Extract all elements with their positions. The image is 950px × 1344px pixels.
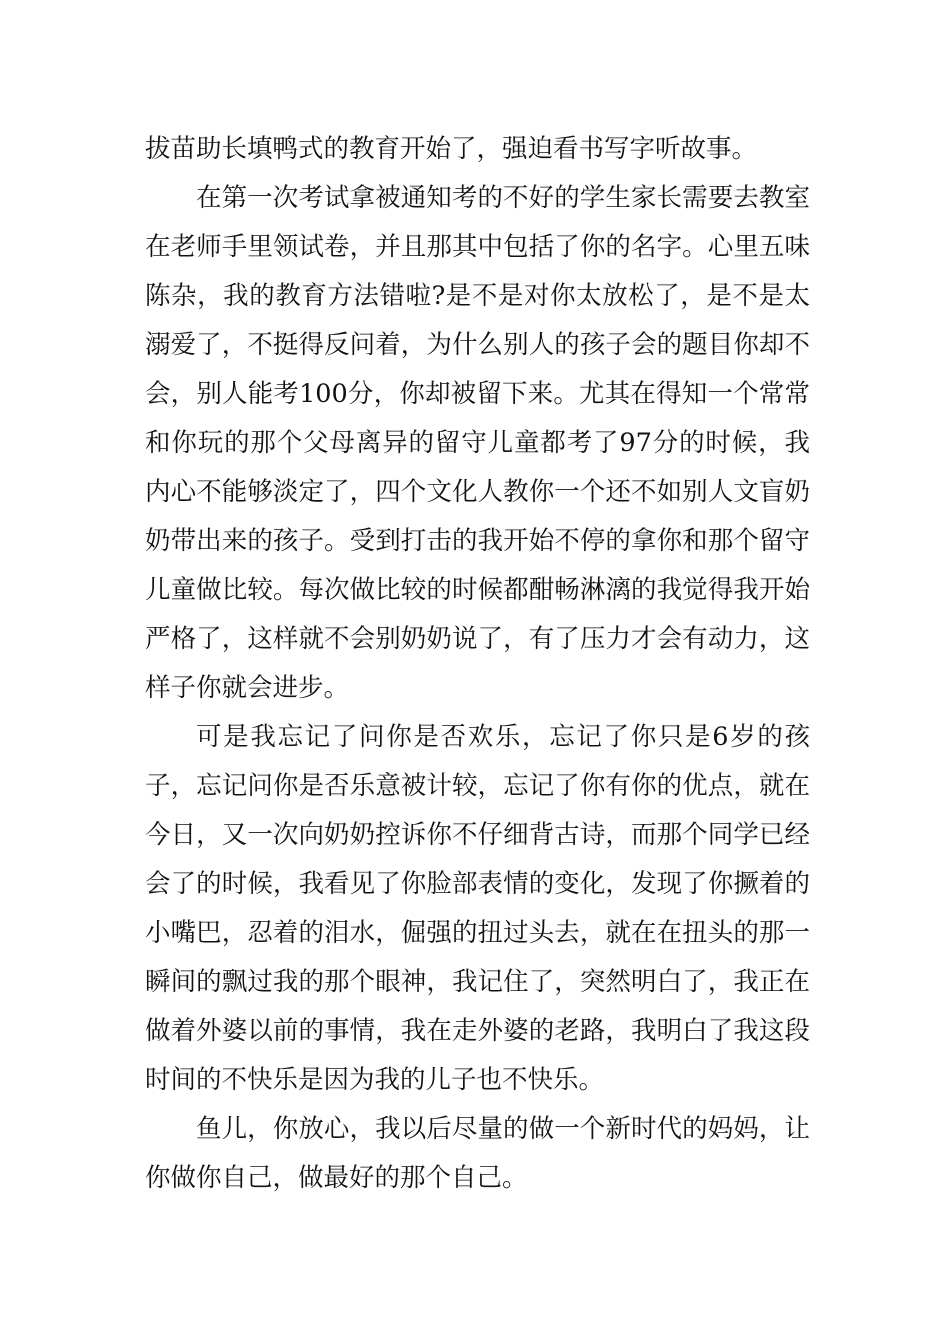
paragraph-1: 拔苗助长填鸭式的教育开始了，强迫看书写字听故事。 bbox=[145, 134, 758, 164]
paragraph-2: 在第一次考试拿被通知考的不好的学生家长需要去教室在老师手里领试卷，并且那其中包括了你的名字。心里五味陈杂，我的教育方法错啦?是不是对你太放松了，是不是太溺爱了，不挺得反问着，为什么别人的孩子会的题目你却不会，别人能考100分，你却被留下来。尤其在得知一个常常和你玩的那个父母离异的留守儿童都考了97分的时候，我内心不能够淡定了，四个文化人教你一个还不如别人文盲奶奶带出来的孩子。受到打击的我开始不停的拿你和那个留守儿童做比较。每次做比较的时候都酣畅淋漓的我觉得我开始严格了，这样就不会别奶奶说了，有了压力才会有动力，这样子你就会进步。 bbox=[145, 183, 810, 703]
paragraph-4: 鱼儿，你放心，我以后尽量的做一个新时代的妈妈，让你做你自己，做最好的那个自己。 bbox=[145, 1114, 810, 1193]
paragraph-3: 可是我忘记了问你是否欢乐，忘记了你只是6岁的孩子，忘记问你是否乐意被计较，忘记了你有你的优点，就在今日，又一次向奶奶控诉你不仔细背古诗，而那个同学已经会了的时候，我看见了你脸部表情的变化，发现了你撅着的小嘴巴，忍着的泪水，倔强的扭过头去，就在在扭头的那一瞬间的飘过我的那个眼神，我记住了，突然明白了，我正在做着外婆以前的事情，我在走外婆的老路，我明白了我这段时间的不快乐是因为我的儿子也不快乐。 bbox=[145, 722, 810, 1095]
document-body bbox=[145, 125, 810, 1203]
